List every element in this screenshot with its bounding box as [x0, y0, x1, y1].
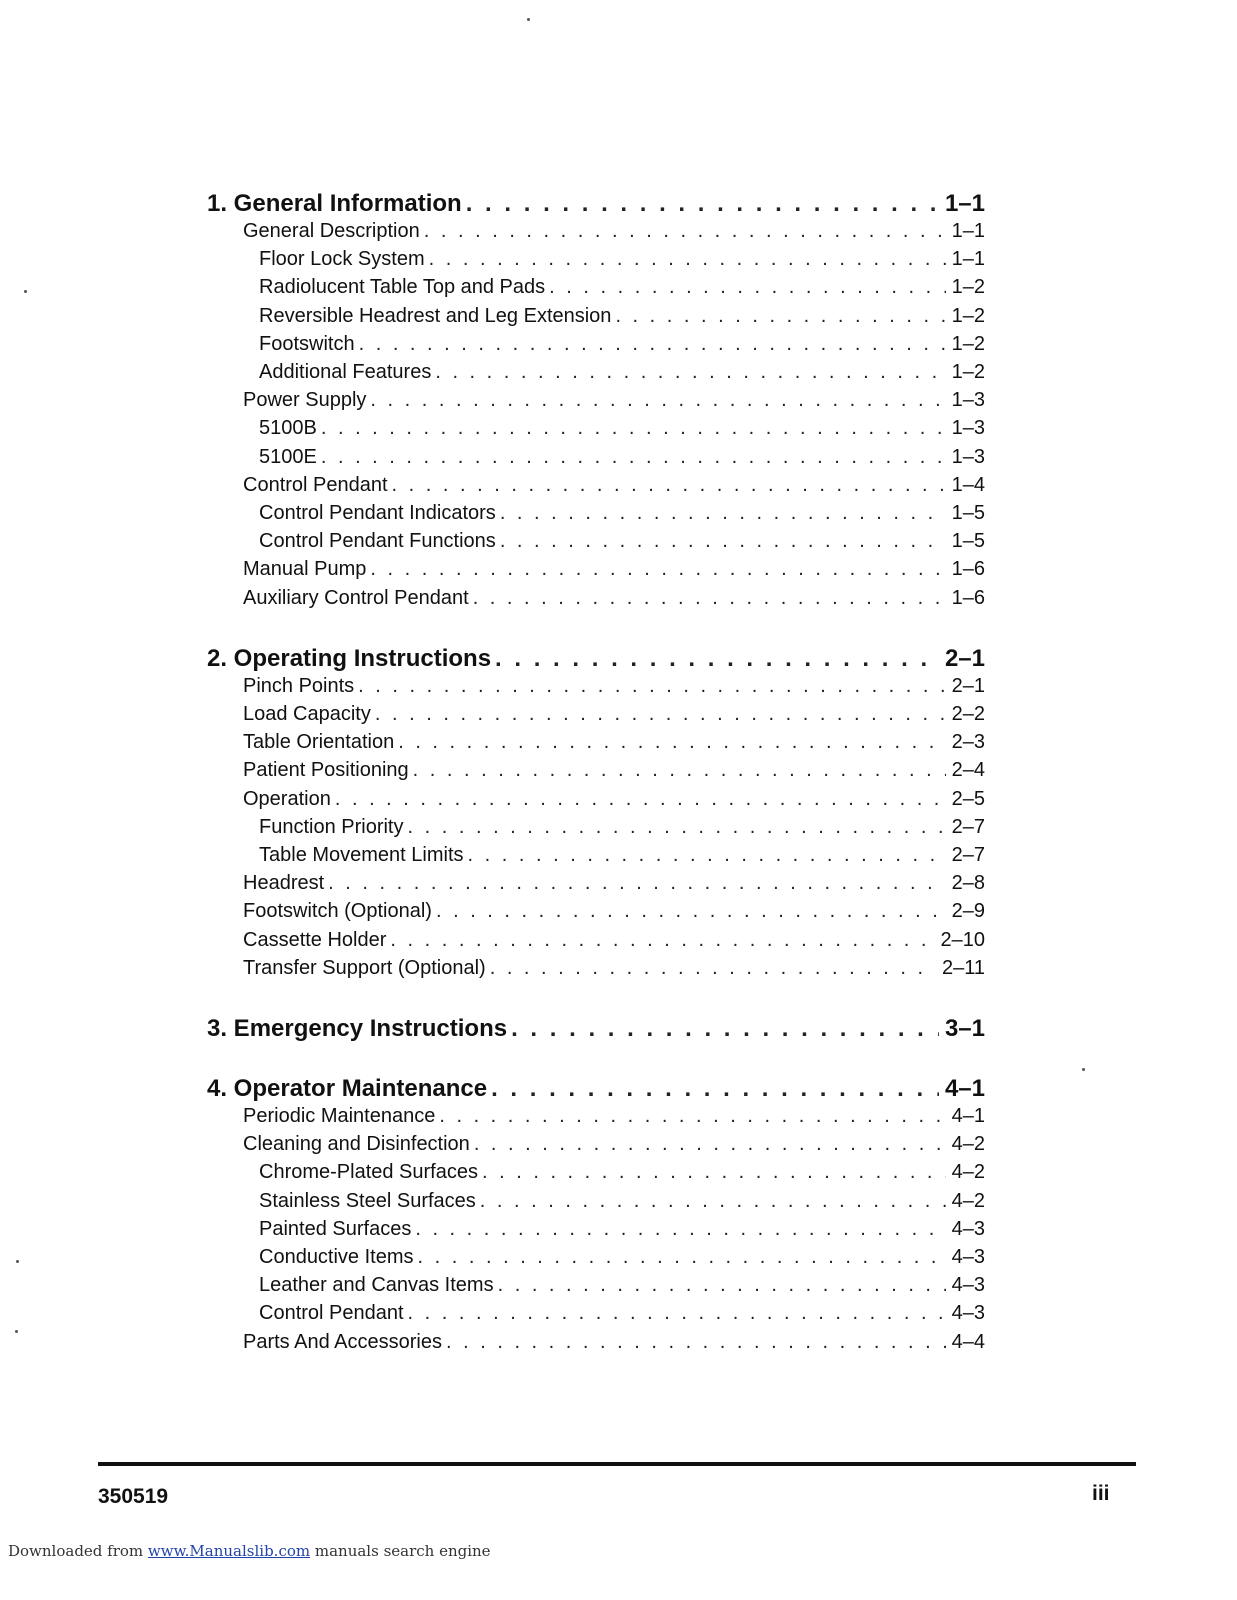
toc-title: 5100E	[259, 445, 317, 468]
toc-page: 2–9	[951, 900, 985, 923]
toc-leader-dots	[511, 1015, 939, 1043]
toc-entry	[207, 844, 985, 867]
toc-title: Cassette Holder	[243, 928, 387, 951]
toc-entry	[207, 1331, 985, 1354]
toc-title: Transfer Support (Optional)	[243, 956, 486, 979]
toc-leader-dots	[413, 759, 946, 782]
toc-title: Table Movement Limits	[259, 844, 464, 866]
toc-chapter	[207, 645, 985, 673]
toc-title: Parts And Accessories	[243, 1330, 442, 1353]
toc-leader-dots	[390, 929, 934, 952]
toc-title: Chrome-Plated Surfaces	[259, 1161, 478, 1184]
toc-page: 1–1	[951, 248, 985, 271]
toc-leader-dots	[358, 675, 945, 698]
toc-title: Periodic Maintenance	[243, 1105, 436, 1127]
toc-title: Control Pendant Functions	[259, 530, 496, 553]
toc-entry	[207, 558, 985, 581]
toc-title: General Description	[243, 220, 420, 242]
toc-page: 4–2	[951, 1161, 985, 1184]
toc-title: Function Priority	[259, 815, 404, 838]
toc-page: 4–1	[944, 1075, 985, 1102]
toc-page: 1–3	[951, 445, 985, 468]
toc-leader-dots	[328, 872, 945, 895]
toc-title: Stainless Steel Surfaces	[259, 1189, 476, 1212]
toc-entry	[207, 1218, 985, 1241]
toc-title: Cleaning and Disinfection	[243, 1133, 470, 1156]
toc-leader-dots	[418, 1246, 946, 1269]
toc-leader-dots	[439, 1105, 945, 1128]
toc-title: Manual Pump	[243, 558, 367, 581]
toc-leader-dots	[490, 957, 936, 980]
toc-entry	[207, 276, 985, 299]
toc-leader-dots	[474, 1133, 946, 1156]
toc-page: 2–5	[951, 787, 985, 810]
toc-page: 1–2	[951, 276, 985, 299]
toc-page: 4–1	[951, 1105, 985, 1127]
toc-entry	[207, 502, 985, 525]
toc-title: Patient Positioning	[243, 759, 409, 782]
toc-leader-dots	[473, 587, 946, 610]
toc-title: Footswitch (Optional)	[243, 900, 432, 923]
toc-page: 1–6	[951, 558, 985, 581]
toc-entry	[207, 957, 985, 980]
toc-page: 2–7	[951, 815, 985, 838]
scan-speck	[15, 1330, 18, 1333]
toc-entry	[207, 1246, 985, 1269]
toc-entry	[207, 474, 985, 497]
toc-entry	[207, 220, 985, 243]
toc-page: 4–3	[951, 1217, 985, 1240]
scan-speck	[1082, 1068, 1085, 1071]
toc-leader-dots	[495, 645, 939, 673]
toc-page: 2–1	[951, 674, 985, 697]
toc-leader-dots	[375, 703, 946, 726]
toc-title: Control Pendant	[243, 473, 388, 496]
toc-page: 4–3	[951, 1274, 985, 1297]
toc-leader-dots	[398, 731, 945, 754]
toc-page: 4–3	[951, 1246, 985, 1268]
toc-chapter	[207, 1075, 985, 1103]
toc-entry	[207, 587, 985, 610]
toc-page: 4–2	[951, 1133, 985, 1156]
toc-title: 3. Emergency Instructions	[207, 1015, 508, 1042]
toc-leader-dots	[359, 333, 946, 356]
scan-speck	[16, 1260, 19, 1263]
toc-page: 1–1	[944, 190, 985, 217]
toc-page: 2–8	[951, 872, 985, 895]
toc-title: Floor Lock System	[259, 248, 425, 271]
toc-page: 1–1	[951, 220, 985, 242]
toc-page: 2–3	[951, 731, 985, 754]
download-footer	[8, 1542, 491, 1560]
toc-title: 4. Operator Maintenance	[207, 1075, 488, 1102]
toc-leader-dots	[466, 190, 939, 218]
toc-title: 1. General Information	[207, 190, 462, 217]
toc-leader-dots	[498, 1274, 946, 1297]
toc-entry	[207, 446, 985, 469]
toc-page: 2–10	[940, 928, 985, 951]
toc-leader-dots	[321, 417, 946, 440]
toc-entry	[207, 389, 985, 412]
toc-leader-dots	[446, 1331, 946, 1354]
toc-page: 1–6	[951, 586, 985, 609]
toc-entry	[207, 703, 985, 726]
toc-leader-dots	[491, 1075, 939, 1103]
page-number: iii	[1092, 1482, 1110, 1505]
toc-title: Auxiliary Control Pendant	[243, 586, 469, 609]
toc-entry	[207, 1302, 985, 1325]
toc-title: Power Supply	[243, 389, 367, 412]
toc-entry	[207, 1133, 985, 1156]
toc-entry	[207, 1190, 985, 1213]
toc-leader-dots	[370, 558, 945, 581]
toc-title: Additional Features	[259, 361, 432, 383]
toc-leader-dots	[370, 389, 945, 412]
footer-prefix: Downloaded from	[8, 1542, 148, 1560]
toc-page: 1–2	[951, 304, 985, 327]
toc-entry	[207, 1105, 985, 1128]
scan-speck	[527, 18, 530, 21]
toc-leader-dots	[335, 788, 946, 811]
toc-title: 2. Operating Instructions	[207, 644, 492, 672]
toc-entry	[207, 759, 985, 782]
toc-entry	[207, 530, 985, 553]
toc-title: Pinch Points	[243, 674, 355, 697]
toc-page: 1–3	[951, 417, 985, 440]
toc-leader-dots	[408, 1302, 946, 1325]
toc-leader-dots	[482, 1161, 946, 1184]
toc-title: Footswitch	[259, 332, 355, 355]
toc-leader-dots	[549, 276, 945, 299]
toc-entry	[207, 333, 985, 356]
toc-title: 5100B	[259, 417, 317, 440]
toc-page: 1–5	[951, 502, 985, 524]
toc-entry	[207, 731, 985, 754]
toc-chapter	[207, 190, 985, 218]
document-number: 350519	[98, 1485, 169, 1508]
toc-page: 2–2	[951, 703, 985, 725]
footer-rule	[98, 1462, 1136, 1466]
toc-entry	[207, 1274, 985, 1297]
toc-title: Load Capacity	[243, 703, 371, 725]
toc-chapter	[207, 1015, 985, 1043]
footer-suffix: manuals search engine	[310, 1542, 491, 1560]
toc-title: Control Pendant Indicators	[259, 502, 496, 524]
toc-leader-dots	[321, 446, 946, 469]
toc-page: 3–1	[944, 1015, 985, 1042]
toc-title: Radiolucent Table Top and Pads	[259, 276, 546, 299]
toc-title: Control Pendant	[259, 1302, 404, 1325]
toc-leader-dots	[468, 844, 946, 867]
toc-entry	[207, 788, 985, 811]
toc-title: Table Orientation	[243, 731, 395, 754]
toc-page: 2–1	[944, 644, 985, 672]
toc-page: 1–2	[951, 332, 985, 355]
toc-entry	[207, 872, 985, 895]
toc-title: Painted Surfaces	[259, 1217, 412, 1240]
toc-page: 2–7	[951, 844, 985, 866]
toc-leader-dots	[429, 248, 946, 271]
toc-leader-dots	[415, 1218, 945, 1241]
scan-speck	[24, 290, 27, 293]
toc-page: 4–4	[951, 1330, 985, 1353]
toc-title: Headrest	[243, 872, 325, 895]
toc-page: 4–2	[951, 1189, 985, 1212]
toc-entry	[207, 417, 985, 440]
toc-title: Reversible Headrest and Leg Extension	[259, 304, 612, 327]
toc-title: Operation	[243, 787, 331, 810]
toc-entry	[207, 675, 985, 698]
toc-leader-dots	[500, 502, 946, 525]
toc-entry	[207, 816, 985, 839]
toc-page: 2–4	[951, 759, 985, 782]
toc-title: Leather and Canvas Items	[259, 1274, 494, 1297]
toc-title: Conductive Items	[259, 1246, 414, 1268]
toc-page: 1–5	[951, 530, 985, 553]
manualslib-link[interactable]: www.Manualslib.com	[147, 1542, 311, 1560]
toc-entry	[207, 305, 985, 328]
toc-leader-dots	[480, 1190, 946, 1213]
toc-page: 2–11	[941, 956, 985, 979]
toc-page: 1–4	[951, 473, 985, 496]
toc-leader-dots	[436, 900, 946, 923]
toc-leader-dots	[424, 220, 946, 243]
toc-page: 4–3	[951, 1302, 985, 1325]
toc-entry	[207, 248, 985, 271]
toc-entry	[207, 900, 985, 923]
toc-entry	[207, 361, 985, 384]
toc-leader-dots	[615, 305, 945, 328]
toc-leader-dots	[500, 530, 946, 553]
toc-leader-dots	[435, 361, 945, 384]
toc-page: 1–3	[951, 389, 985, 412]
toc-page: 1–2	[951, 361, 985, 383]
toc-leader-dots	[408, 816, 946, 839]
toc-entry	[207, 1161, 985, 1184]
toc-entry	[207, 929, 985, 952]
toc-leader-dots	[392, 474, 946, 497]
